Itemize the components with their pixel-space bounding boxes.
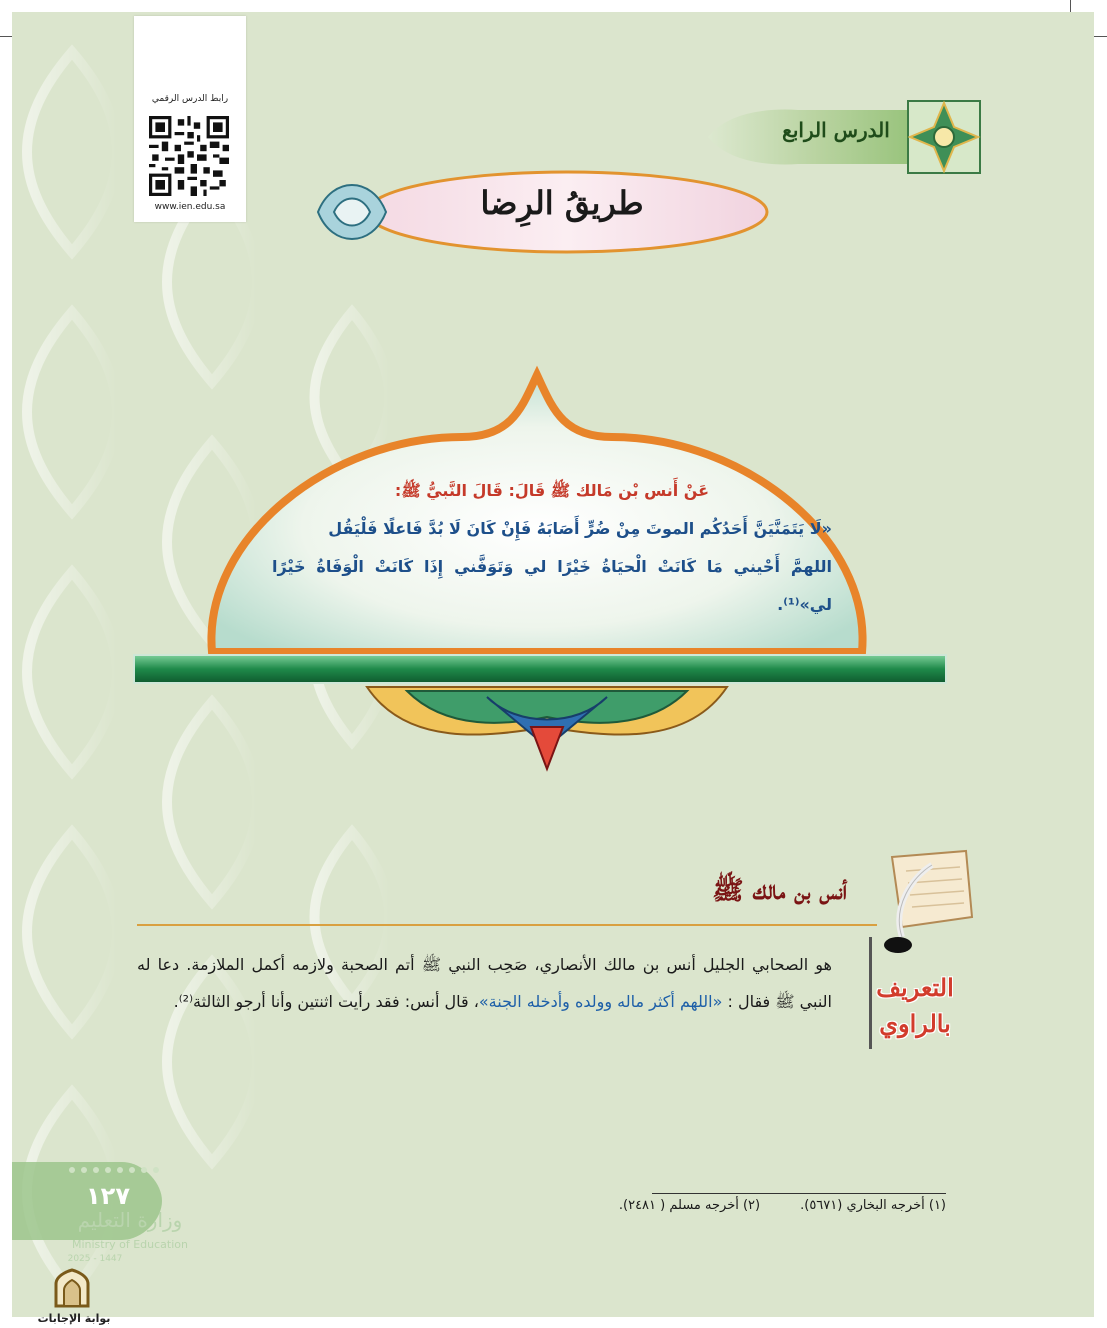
bio-quote: «اللهم أكثر ماله وولده وأدخله الجنة» bbox=[478, 992, 723, 1011]
lesson-number-label: الدرس الرابع bbox=[782, 118, 890, 142]
qr-code-icon[interactable] bbox=[149, 116, 229, 196]
qr-code-card[interactable] bbox=[134, 16, 246, 222]
bio-text: هو الصحابي الجليل أنس بن مالك الأنصاري، صَحِب النبي ﷺ أتم الصحبة ولازمه أكمل الملازمة. دعا له النبي ﷺ فقال : bbox=[137, 955, 832, 1011]
answers-gate-logo-icon bbox=[52, 1268, 92, 1308]
footnotes bbox=[532, 1198, 946, 1213]
bio-text: ، قال أنس: فقد رأيت اثنتين وأنا أرجو الثالثة⁽²⁾. bbox=[173, 992, 479, 1011]
footnote-1: (١) أخرجه البخاري (٥٦٧١). bbox=[800, 1198, 946, 1213]
qr-url[interactable]: www.ien.edu.sa bbox=[154, 202, 226, 212]
ministry-name-ar: وزارة التعليم bbox=[77, 1208, 183, 1232]
section-divider bbox=[137, 924, 877, 926]
scroll-quill-icon bbox=[862, 847, 982, 957]
hadith-line: «لَا يَتَمَنَّيَنَّ أَحَدُكُم الموتَ مِنْ ضُرٍّ أَصَابَهُ فَإِنْ كَانَ لَا بُدَّ فَاعلًا فَلْيَقُل bbox=[328, 519, 832, 538]
section-label-line: بالراوي bbox=[879, 1009, 951, 1038]
hadith-intro: عَنْ أَنس بْن مَالك ﷺ قَالَ: قَالَ النَّبيُّ ﷺ: bbox=[394, 481, 710, 500]
edition-year: 2025 - 1447 bbox=[67, 1254, 123, 1264]
footnote-2: (٢) أخرجه مسلم ( ٢٤٨١). bbox=[618, 1198, 761, 1213]
ministry-name-en: Ministry of Education bbox=[71, 1238, 188, 1251]
lesson-title: طريقُ الرِضا bbox=[480, 184, 644, 222]
section-label-line: التعريف bbox=[876, 973, 954, 1002]
hadith-line: اللهمَّ أَحْيني مَا كَانَتْ الْحيَاةُ خَيْرًا لي وَتَوَفَّني إِذَا كَانَتْ الْوَفَاةُ خَيْرًا لي»⁽¹⁾. bbox=[272, 557, 832, 614]
footnote-divider bbox=[652, 1193, 946, 1194]
narrator-name: أنس بن مالك ﷺ bbox=[712, 876, 847, 906]
hadith-text bbox=[272, 472, 832, 624]
narrator-bio bbox=[137, 946, 832, 1020]
textbook-page bbox=[12, 12, 1094, 1325]
narrator-section-label bbox=[870, 970, 960, 1042]
page-number: ١٢٧ bbox=[86, 1182, 130, 1210]
qr-label: رابط الدرس الرقمي bbox=[151, 94, 229, 104]
answers-gate-label: بوابة الإجابات bbox=[37, 1312, 111, 1325]
